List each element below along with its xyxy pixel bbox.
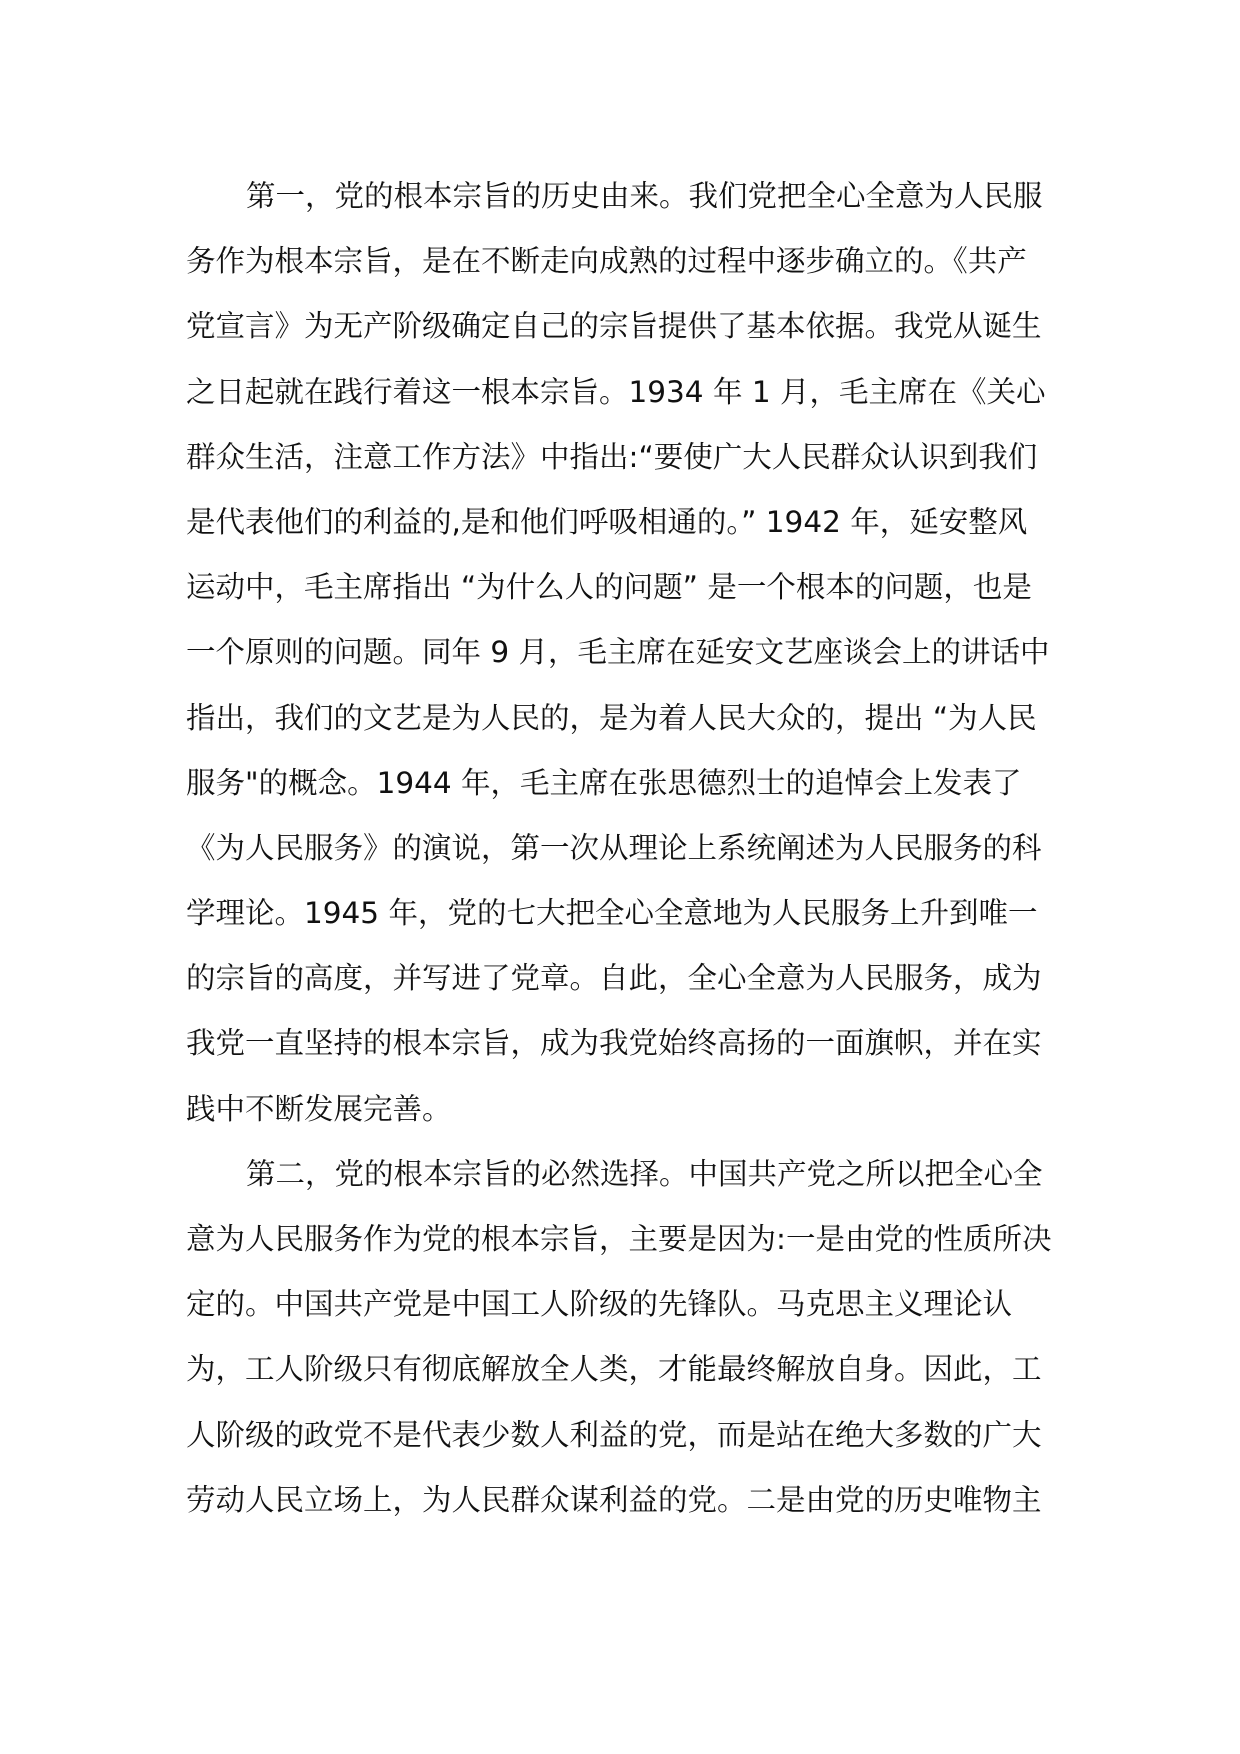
text-line: 是代表他们的利益的,是和他们呼吸相通的。” 1942 年，延安整风 xyxy=(186,504,1028,539)
text-line: 党宣言》为无产阶级确定自己的宗旨提供了基本依据。我党从诞生 xyxy=(186,309,1042,344)
text-line: 我党一直坚持的根本宗旨，成为我党始终高扬的一面旗帜，并在实 xyxy=(186,1026,1042,1061)
text-line: 指出，我们的文艺是为人民的，是为着人民大众的，提出 “为人民 xyxy=(186,700,1037,735)
text-line: 意为人民服务作为党的根本宗旨，主要是因为:一是由党的性质所决 xyxy=(186,1222,1052,1256)
paragraph-history-origin xyxy=(186,164,1056,1142)
text-line: 之日起就在践行着这一根本宗旨。1934 年 1 月，毛主席在《关心 xyxy=(186,374,1046,409)
text-line: 服务"的概念。1944 年，毛主席在张思德烈士的追悼会上发表了 xyxy=(186,765,1022,800)
document-body xyxy=(186,164,1056,1533)
text-line: 学理论。1945 年，党的七大把全心全意地为人民服务上升到唯一 xyxy=(186,896,1038,931)
text-line: 践中不断发展完善。 xyxy=(186,1091,452,1126)
text-line: 的宗旨的高度，并写进了党章。自此，全心全意为人民服务，成为 xyxy=(186,961,1042,996)
text-line: 务作为根本宗旨，是在不断走向成熟的过程中逐步确立的。《共产 xyxy=(186,244,1027,279)
text-line: 为，工人阶级只有彻底解放全人类，才能最终解放自身。因此，工 xyxy=(186,1352,1042,1387)
text-line: 《为人民服务》的演说，第一次从理论上系统阐述为人民服务的科 xyxy=(186,830,1042,865)
text-line: 劳动人民立场上，为人民群众谋利益的党。二是由党的历史唯物主 xyxy=(186,1482,1042,1517)
text-line: 运动中，毛主席指出 “为什么人的问题” 是一个根本的问题，也是 xyxy=(186,570,1032,605)
paragraph-inevitable-choice xyxy=(186,1142,1056,1533)
text-line: 人阶级的政党不是代表少数人利益的党，而是站在绝大多数的广大 xyxy=(186,1417,1042,1452)
text-line: 一个原则的问题。同年 9 月，毛主席在延安文艺座谈会上的讲话中 xyxy=(186,635,1050,670)
text-line: 第二，党的根本宗旨的必然选择。中国共产党之所以把全心全 xyxy=(246,1156,1043,1191)
text-line: 群众生活，注意工作方法》中指出:“要使广大人民群众认识到我们 xyxy=(186,439,1038,474)
text-line: 定的。中国共产党是中国工人阶级的先锋队。马克思主义理论认 xyxy=(186,1287,1013,1322)
text-line: 第一，党的根本宗旨的历史由来。我们党把全心全意为人民服 xyxy=(246,179,1043,213)
